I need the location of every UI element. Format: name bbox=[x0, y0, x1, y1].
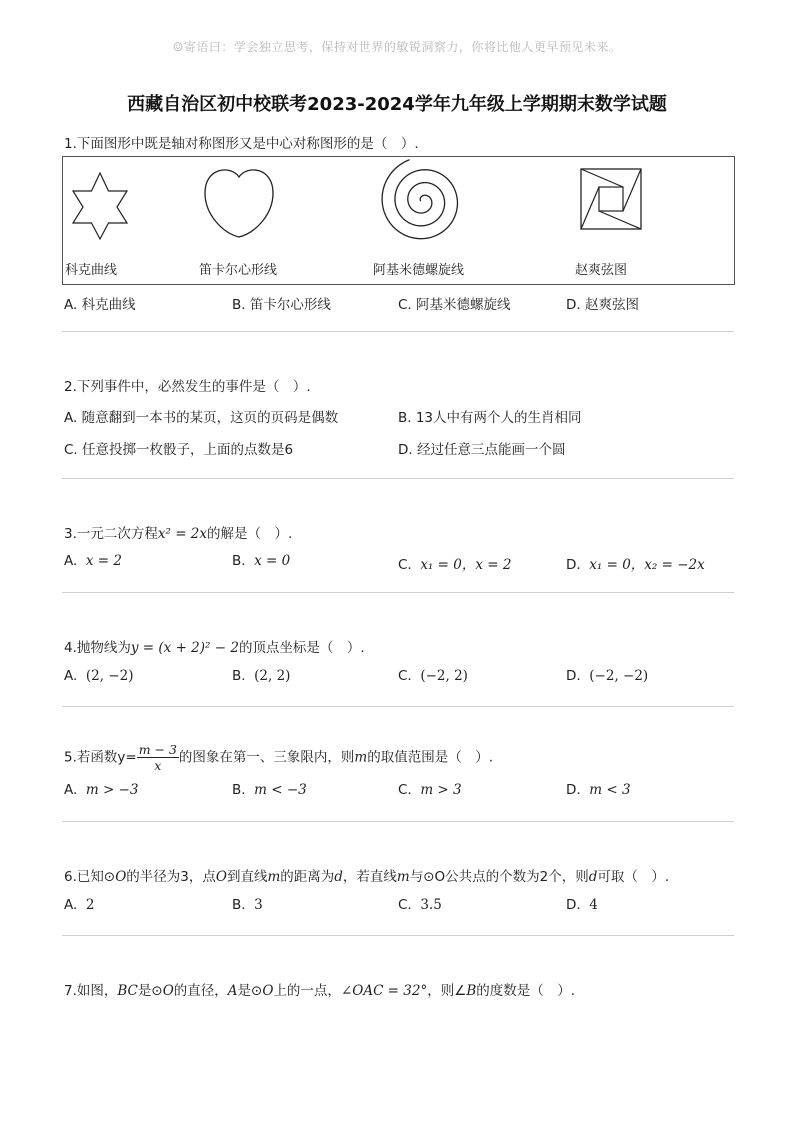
cardioid-figure bbox=[201, 163, 277, 241]
q4-option-a[interactable] bbox=[64, 668, 134, 684]
figure-caption-spiral: 阿基米德螺旋线 bbox=[373, 263, 465, 278]
option-letter: D. bbox=[566, 668, 581, 684]
q5-option-a[interactable] bbox=[64, 782, 139, 798]
q6-var: O bbox=[215, 869, 227, 885]
option-letter: B. bbox=[232, 897, 246, 913]
q6-var: m bbox=[267, 869, 281, 885]
q7-text: 是⊙ bbox=[137, 983, 163, 999]
divider bbox=[62, 821, 734, 822]
option-value: 3.5 bbox=[420, 897, 442, 913]
q6-text: 到直线 bbox=[226, 869, 268, 885]
q3-option-d[interactable] bbox=[566, 553, 705, 573]
option-letter: B. bbox=[232, 782, 246, 798]
q3-stem-text: 3.一元二次方程 bbox=[64, 526, 158, 542]
fraction-numerator: m − 3 bbox=[138, 742, 177, 757]
q3-stem-tail: 的解是（ ）. bbox=[207, 526, 293, 542]
divider bbox=[62, 935, 734, 936]
page-title: 西藏自治区初中校联考2023-2024学年九年级上学期期末数学试题 bbox=[127, 94, 667, 115]
option-value: x₁ = 0，x = 2 bbox=[420, 557, 512, 573]
figure-caption-cardioid: 笛卡尔心形线 bbox=[199, 263, 278, 278]
option-letter: D. bbox=[566, 557, 581, 573]
q5-option-d[interactable] bbox=[566, 782, 631, 798]
option-letter: C. bbox=[398, 782, 412, 798]
figure-box bbox=[62, 156, 735, 285]
option-value: m > −3 bbox=[85, 782, 139, 798]
zhao-shuang-figure bbox=[579, 167, 643, 231]
q4-option-c[interactable] bbox=[398, 668, 468, 684]
q5-option-c[interactable] bbox=[398, 782, 462, 798]
q3-option-b[interactable] bbox=[232, 553, 290, 569]
koch-curve-figure bbox=[65, 171, 135, 241]
question-6-stem bbox=[64, 865, 669, 885]
fraction-denominator: x bbox=[154, 758, 162, 773]
q7-text: 的直径， bbox=[173, 983, 228, 999]
option-value: m < −3 bbox=[254, 782, 307, 798]
q6-option-a[interactable] bbox=[64, 897, 94, 913]
q7-text: 上的一点， bbox=[273, 983, 341, 999]
q7-var: A bbox=[227, 983, 238, 999]
option-letter: D. bbox=[566, 897, 581, 913]
option-value: 2 bbox=[85, 897, 95, 913]
option-letter: B. bbox=[232, 553, 246, 569]
option-letter: A. bbox=[64, 897, 78, 913]
q6-var: d bbox=[588, 869, 598, 885]
q5-stem-mid: 的图象在第一、三象限内，则 bbox=[178, 749, 355, 766]
q6-var: m bbox=[396, 869, 410, 885]
q6-text: 6.已知⊙ bbox=[64, 869, 116, 885]
q6-text: 的距离为 bbox=[280, 869, 335, 885]
option-value: x = 2 bbox=[85, 553, 122, 569]
q7-var: BC bbox=[117, 983, 138, 999]
q2-option-c[interactable]: C. 任意投掷一枚骰子，上面的点数是6 bbox=[64, 442, 294, 458]
q6-text: ，若直线 bbox=[342, 869, 397, 885]
q6-var: d bbox=[334, 869, 343, 885]
q6-option-d[interactable] bbox=[566, 897, 598, 913]
question-4-stem bbox=[64, 636, 365, 656]
q7-text: 是⊙ bbox=[237, 983, 263, 999]
q4-option-d[interactable] bbox=[566, 668, 648, 684]
option-letter: A. bbox=[64, 668, 78, 684]
q2-option-b[interactable]: B. 13人中有两个人的生肖相同 bbox=[398, 410, 582, 426]
option-letter: C. bbox=[398, 557, 412, 573]
q6-text: 的半径为3，点 bbox=[126, 869, 216, 885]
option-value: (−2, −2) bbox=[589, 668, 649, 684]
q5-variable: m bbox=[354, 749, 368, 766]
question-3-stem bbox=[64, 522, 292, 542]
q4-option-b[interactable] bbox=[232, 668, 290, 684]
q4-stem-text: 4.抛物线为 bbox=[64, 640, 131, 656]
option-value: 3 bbox=[254, 897, 263, 913]
q5-stem-text: 5.若函数y= bbox=[64, 749, 137, 766]
question-2-stem: 2.下列事件中，必然发生的事件是（ ）. bbox=[64, 379, 311, 395]
q1-option-c[interactable]: C. 阿基米德螺旋线 bbox=[398, 297, 511, 313]
option-value: (2, 2) bbox=[254, 668, 291, 684]
option-letter: A. bbox=[64, 782, 78, 798]
q1-option-a[interactable]: A. 科克曲线 bbox=[64, 297, 136, 313]
figure-caption-zhao-shuang: 赵爽弦图 bbox=[575, 263, 628, 278]
question-5-stem bbox=[64, 742, 493, 773]
option-value: 4 bbox=[589, 897, 598, 913]
q4-equation: y = (x + 2)² − 2 bbox=[130, 640, 239, 656]
q7-text: ，则∠ bbox=[427, 983, 467, 999]
option-letter: C. bbox=[398, 897, 412, 913]
q3-option-a[interactable] bbox=[64, 553, 122, 569]
question-7-stem bbox=[64, 979, 575, 999]
q6-var: O bbox=[115, 869, 127, 885]
q6-text: 可取（ ）. bbox=[597, 869, 670, 885]
divider bbox=[62, 478, 734, 479]
q2-option-d[interactable]: D. 经过任意三点能画一个圆 bbox=[398, 442, 566, 458]
divider bbox=[62, 706, 734, 707]
q1-option-d[interactable]: D. 赵爽弦图 bbox=[566, 297, 639, 313]
option-value: m < 3 bbox=[589, 782, 631, 798]
motto: ☺寄语曰：学会独立思考，保持对世界的敏锐洞察力，你将比他人更早预见未来。 bbox=[172, 40, 622, 54]
q5-stem-tail: 的取值范围是（ ）. bbox=[367, 749, 494, 766]
q7-text: 的度数是（ ）. bbox=[476, 983, 576, 999]
q1-option-b[interactable]: B. 笛卡尔心形线 bbox=[232, 297, 331, 313]
q7-var: O bbox=[262, 983, 274, 999]
q6-option-c[interactable] bbox=[398, 897, 442, 913]
option-value: (−2, 2) bbox=[420, 668, 468, 684]
option-value: x₁ = 0，x₂ = −2x bbox=[589, 557, 705, 573]
q4-stem-tail: 的顶点坐标是（ ）. bbox=[238, 640, 365, 656]
option-letter: B. bbox=[232, 668, 246, 684]
option-value: (2, −2) bbox=[85, 668, 134, 684]
q5-option-b[interactable] bbox=[232, 782, 307, 798]
figure-caption-koch: 科克曲线 bbox=[65, 263, 118, 278]
q7-var: ∠OAC = 32° bbox=[340, 983, 428, 999]
option-letter: C. bbox=[398, 668, 412, 684]
option-letter: A. bbox=[64, 553, 78, 569]
archimedean-spiral-figure bbox=[369, 157, 469, 251]
q7-text: 7.如图， bbox=[64, 983, 118, 999]
q5-fraction bbox=[137, 742, 179, 773]
divider bbox=[62, 592, 734, 593]
question-1-stem: 1.下面图形中既是轴对称图形又是中心对称图形的是（ ）. bbox=[64, 136, 419, 152]
divider bbox=[62, 331, 734, 332]
q6-text: 与⊙O公共点的个数为2个，则 bbox=[409, 869, 589, 885]
q6-option-b[interactable] bbox=[232, 897, 263, 913]
q3-equation: x² = 2x bbox=[157, 526, 208, 542]
q2-option-a[interactable]: A. 随意翻到一本书的某页，这页的页码是偶数 bbox=[64, 410, 339, 426]
q7-var: B bbox=[466, 983, 477, 999]
option-letter: D. bbox=[566, 782, 581, 798]
q7-var: O bbox=[162, 983, 174, 999]
option-value: x = 0 bbox=[254, 553, 291, 569]
q3-option-c[interactable] bbox=[398, 553, 511, 573]
option-value: m > 3 bbox=[420, 782, 462, 798]
